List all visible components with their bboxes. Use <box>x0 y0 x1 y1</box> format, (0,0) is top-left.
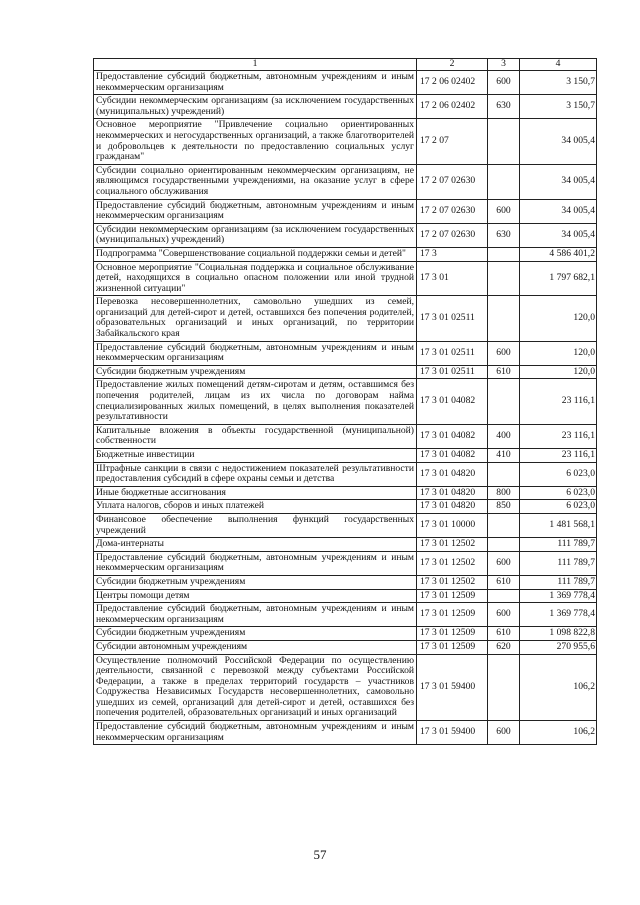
table-header-row <box>94 59 597 71</box>
table-row <box>94 589 597 603</box>
cell-expense-type: 600 <box>488 71 520 95</box>
cell-expense-type <box>488 379 520 424</box>
table-row <box>94 119 597 164</box>
cell-name: Предоставление субсидий бюджетным, автономным учреждениям и иным некоммерческим организациям <box>94 721 417 745</box>
cell-code: 17 3 01 04082 <box>417 379 488 424</box>
cell-expense-type: 800 <box>488 486 520 500</box>
column-header-code: 2 <box>417 59 488 71</box>
cell-name: Предоставление субсидий бюджетным, автономным учреждениям и иным некоммерческим организациям <box>94 71 417 95</box>
column-header-vr: 3 <box>488 59 520 71</box>
cell-expense-type <box>488 119 520 164</box>
cell-expense-type <box>488 462 520 486</box>
cell-amount: 111 789,7 <box>520 551 597 575</box>
cell-name: Субсидии некоммерческим организациям (за исключением государственных (муниципальных) учреждений) <box>94 223 417 247</box>
cell-name: Центры помощи детям <box>94 589 417 603</box>
table-body <box>94 71 597 745</box>
cell-code: 17 3 01 02511 <box>417 296 488 341</box>
cell-code: 17 3 01 12509 <box>417 589 488 603</box>
cell-amount: 106,2 <box>520 654 597 721</box>
table-row <box>94 538 597 552</box>
cell-name: Уплата налогов, сборов и иных платежей <box>94 500 417 514</box>
cell-name: Капитальные вложения в объекты государственной (муниципальной) собственности <box>94 424 417 448</box>
cell-name: Бюджетные инвестиции <box>94 449 417 463</box>
cell-expense-type: 600 <box>488 199 520 223</box>
cell-expense-type: 630 <box>488 95 520 119</box>
table-row <box>94 424 597 448</box>
cell-code: 17 3 01 12509 <box>417 603 488 627</box>
cell-code: 17 3 01 12509 <box>417 627 488 641</box>
cell-name: Субсидии некоммерческим организациям (за исключением государственных (муниципальных) учреждений) <box>94 95 417 119</box>
table-row <box>94 603 597 627</box>
cell-name: Предоставление субсидий бюджетным, автономным учреждениям и иным некоммерческим организациям <box>94 199 417 223</box>
cell-amount: 23 116,1 <box>520 424 597 448</box>
table-row <box>94 575 597 589</box>
cell-code: 17 2 06 02402 <box>417 71 488 95</box>
cell-name: Основное мероприятие "Привлечение социально ориентированных некоммерческих и негосударственных организаций, а также благотворителей и добровольцев к деятельности по предоставлению социальных услуг гражданам" <box>94 119 417 164</box>
cell-name: Предоставление жилых помещений детям-сиротам и детям, оставшимся без попечения родителей, лицам из их числа по договорам найма специализированных жилых помещений, в целях выполнения показателей результативности <box>94 379 417 424</box>
table-row <box>94 247 597 261</box>
cell-expense-type: 620 <box>488 640 520 654</box>
page-number: 57 <box>313 847 327 862</box>
cell-expense-type: 410 <box>488 449 520 463</box>
cell-expense-type: 600 <box>488 603 520 627</box>
cell-amount: 111 789,7 <box>520 575 597 589</box>
cell-expense-type <box>488 513 520 537</box>
table-row <box>94 486 597 500</box>
cell-expense-type: 610 <box>488 575 520 589</box>
cell-amount: 120,0 <box>520 365 597 379</box>
cell-code: 17 2 07 <box>417 119 488 164</box>
cell-name: Предоставление субсидий бюджетным, автономным учреждениям и иным некоммерческим организациям <box>94 551 417 575</box>
cell-name: Субсидии автономным учреждениям <box>94 640 417 654</box>
cell-amount: 23 116,1 <box>520 379 597 424</box>
cell-expense-type: 630 <box>488 223 520 247</box>
cell-expense-type <box>488 654 520 721</box>
cell-code: 17 2 06 02402 <box>417 95 488 119</box>
cell-name: Основное мероприятие "Социальная поддержка и социальное обслуживание детей, находящихся в социально опасном положении или иной трудной жизненной ситуации" <box>94 261 417 296</box>
cell-expense-type <box>488 164 520 199</box>
cell-code: 17 2 07 02630 <box>417 223 488 247</box>
table-row <box>94 365 597 379</box>
cell-amount: 1 369 778,4 <box>520 589 597 603</box>
cell-name: Штрафные санкции в связи с недостижением показателей результативности предоставления субсидий в сфере охраны семьи и детства <box>94 462 417 486</box>
cell-amount: 1 369 778,4 <box>520 603 597 627</box>
cell-name: Перевозка несовершеннолетних, самовольно ушедших из семей, организаций для детей-сирот и детей, оставшихся без попечения родителей, образовательных организаций и иных организаций, по территории Забайкальского края <box>94 296 417 341</box>
table-row <box>94 296 597 341</box>
cell-name: Осуществление полномочий Российской Федерации по осуществлению деятельности, связанной с перевозкой между субъектами Российской Федерации, а также в пределах территорий государств – участников Содружества Независимых Государств несовершеннолетних, самовольно ушедших из семей, организаций для детей-сирот и детей, оставшихся без попечения родителей, образовательных организаций и иных организаций <box>94 654 417 721</box>
table-row <box>94 341 597 365</box>
cell-name: Подпрограмма "Совершенствование социальной поддержки семьи и детей" <box>94 247 417 261</box>
table-row <box>94 551 597 575</box>
cell-expense-type: 400 <box>488 424 520 448</box>
cell-name: Субсидии бюджетным учреждениям <box>94 627 417 641</box>
cell-amount: 1 797 682,1 <box>520 261 597 296</box>
cell-amount: 111 789,7 <box>520 538 597 552</box>
table-row <box>94 261 597 296</box>
table-row <box>94 223 597 247</box>
table-row <box>94 640 597 654</box>
cell-amount: 34 005,4 <box>520 223 597 247</box>
cell-amount: 6 023,0 <box>520 486 597 500</box>
table-row <box>94 379 597 424</box>
cell-name: Финансовое обеспечение выполнения функций государственных учреждений <box>94 513 417 537</box>
cell-amount: 34 005,4 <box>520 164 597 199</box>
cell-name: Субсидии бюджетным учреждениям <box>94 365 417 379</box>
cell-amount: 6 023,0 <box>520 462 597 486</box>
cell-code: 17 3 01 02511 <box>417 365 488 379</box>
table-row <box>94 95 597 119</box>
table-row <box>94 164 597 199</box>
table-row <box>94 199 597 223</box>
cell-code: 17 2 07 02630 <box>417 199 488 223</box>
cell-amount: 6 023,0 <box>520 500 597 514</box>
cell-name: Иные бюджетные ассигнования <box>94 486 417 500</box>
column-header-amount: 4 <box>520 59 597 71</box>
cell-name: Предоставление субсидий бюджетным, автономным учреждениям и иным некоммерческим организациям <box>94 603 417 627</box>
cell-expense-type: 600 <box>488 341 520 365</box>
cell-amount: 1 481 568,1 <box>520 513 597 537</box>
cell-name: Субсидии бюджетным учреждениям <box>94 575 417 589</box>
cell-expense-type: 850 <box>488 500 520 514</box>
cell-expense-type <box>488 247 520 261</box>
cell-name: Субсидии социально ориентированным некоммерческим организациям, не являющимся государственными учреждениями, на оказание услуг в сфере социального обслуживания <box>94 164 417 199</box>
cell-code: 17 3 01 04082 <box>417 424 488 448</box>
table-row <box>94 654 597 721</box>
cell-code: 17 3 01 12502 <box>417 538 488 552</box>
cell-amount: 34 005,4 <box>520 119 597 164</box>
cell-code: 17 3 01 04082 <box>417 449 488 463</box>
budget-table <box>93 58 597 745</box>
cell-code: 17 3 <box>417 247 488 261</box>
cell-amount: 120,0 <box>520 341 597 365</box>
table-row <box>94 627 597 641</box>
cell-code: 17 3 01 04820 <box>417 486 488 500</box>
cell-code: 17 3 01 02511 <box>417 341 488 365</box>
cell-amount: 120,0 <box>520 296 597 341</box>
cell-name: Дома-интернаты <box>94 538 417 552</box>
cell-code: 17 3 01 59400 <box>417 721 488 745</box>
cell-expense-type <box>488 589 520 603</box>
cell-amount: 23 116,1 <box>520 449 597 463</box>
cell-expense-type <box>488 296 520 341</box>
table-row <box>94 462 597 486</box>
cell-amount: 3 150,7 <box>520 95 597 119</box>
table-row <box>94 721 597 745</box>
column-header-name: 1 <box>94 59 417 71</box>
cell-amount: 1 098 822,8 <box>520 627 597 641</box>
cell-amount: 34 005,4 <box>520 199 597 223</box>
cell-expense-type: 600 <box>488 721 520 745</box>
cell-name: Предоставление субсидий бюджетным, автономным учреждениям и иным некоммерческим организациям <box>94 341 417 365</box>
table-row <box>94 500 597 514</box>
cell-amount: 4 586 401,2 <box>520 247 597 261</box>
table-row <box>94 71 597 95</box>
cell-code: 17 3 01 59400 <box>417 654 488 721</box>
cell-code: 17 3 01 04820 <box>417 500 488 514</box>
cell-amount: 270 955,6 <box>520 640 597 654</box>
cell-code: 17 3 01 <box>417 261 488 296</box>
cell-amount: 3 150,7 <box>520 71 597 95</box>
cell-code: 17 3 01 12502 <box>417 575 488 589</box>
cell-expense-type <box>488 538 520 552</box>
cell-amount: 106,2 <box>520 721 597 745</box>
table-row <box>94 513 597 537</box>
cell-code: 17 3 01 12509 <box>417 640 488 654</box>
cell-expense-type: 610 <box>488 627 520 641</box>
cell-expense-type: 600 <box>488 551 520 575</box>
cell-expense-type <box>488 261 520 296</box>
cell-code: 17 2 07 02630 <box>417 164 488 199</box>
table-row <box>94 449 597 463</box>
cell-expense-type: 610 <box>488 365 520 379</box>
cell-code: 17 3 01 04820 <box>417 462 488 486</box>
cell-code: 17 3 01 12502 <box>417 551 488 575</box>
cell-code: 17 3 01 10000 <box>417 513 488 537</box>
